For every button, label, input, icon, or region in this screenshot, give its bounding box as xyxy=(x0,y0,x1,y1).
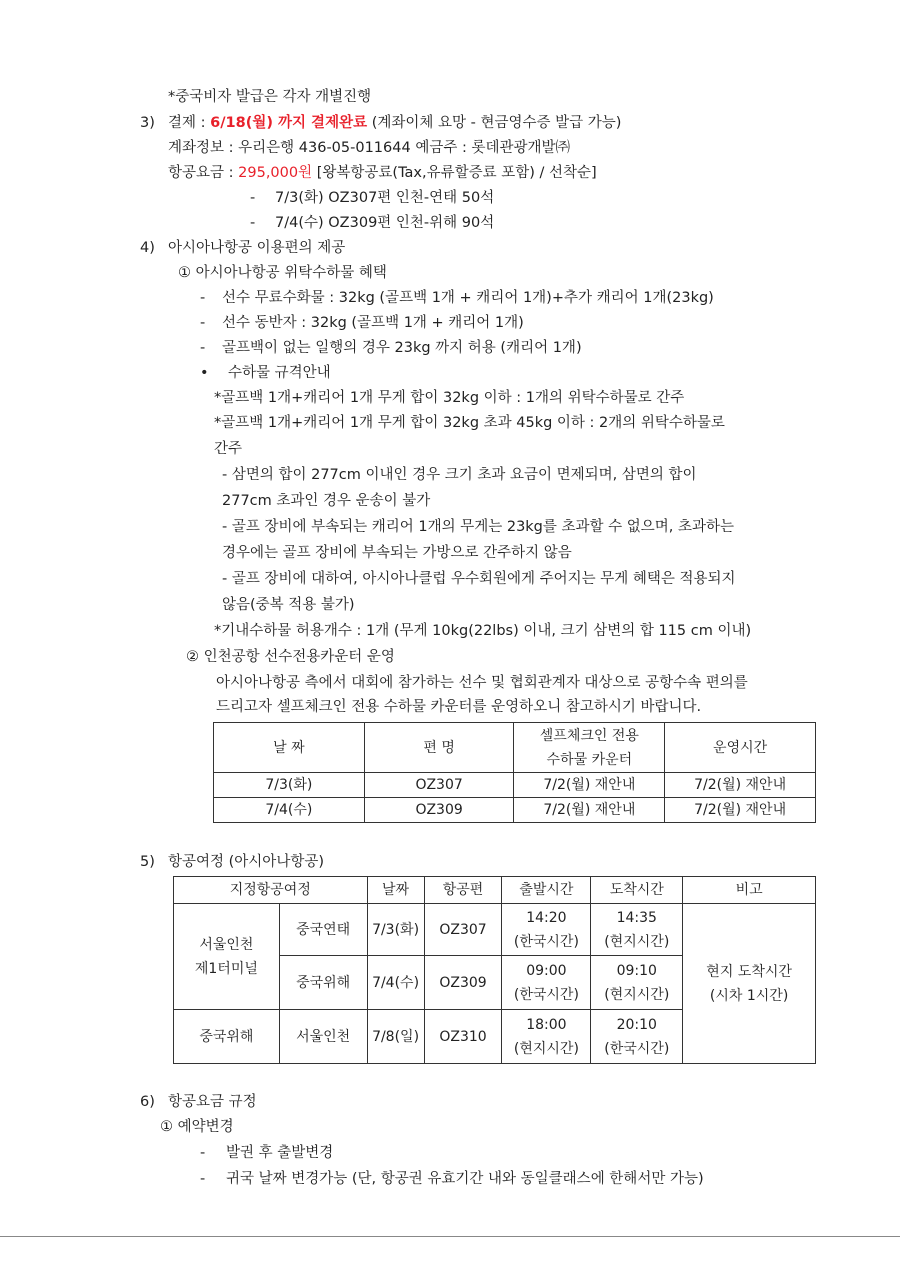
itin-header-flight: 항공편 xyxy=(424,877,502,904)
counter-title: ② 인천공항 선수전용카운터 운영 xyxy=(186,649,395,665)
fare-line xyxy=(168,166,597,181)
section-5-title: 항공여정 (아시아나항공) xyxy=(168,854,324,870)
counter-header-counter xyxy=(514,723,665,773)
itin-row3-origin: 중국위해 xyxy=(174,1010,280,1064)
page-bottom-rule xyxy=(0,1236,900,1237)
booking-change-title: ① 예약변경 xyxy=(160,1119,234,1135)
itin-row1-date: 7/3(화) xyxy=(367,904,424,956)
spec-rule-3-cont: 277cm 초과인 경우 운송이 불가 xyxy=(222,493,431,509)
itin-row3-dest: 서울인천 xyxy=(279,1010,367,1064)
flight1-seats: 7/3(화) OZ307편 인천-연태 50석 xyxy=(275,190,495,206)
counter-desc-1: 아시아나항공 측에서 대회에 참가하는 선수 및 협회관계자 대상으로 공항수속 편의를 xyxy=(216,675,748,691)
itin-origin-incheon xyxy=(174,904,280,1010)
itin-row3-arr xyxy=(591,1010,683,1064)
section-6-number: 6) xyxy=(140,1094,155,1110)
counter-header-counter-l2: 수하물 카운터 xyxy=(546,751,633,768)
change-rule-1: 발권 후 출발변경 xyxy=(226,1145,334,1161)
itin-row1-arr-time: 14:35 xyxy=(616,909,657,926)
itin-row3-dep-zone: (현지시간) xyxy=(513,1040,579,1057)
spec-rule-5: - 골프 장비에 대하여, 아시아나클럽 우수회원에게 주어지는 무게 혜택은 적용되지 xyxy=(222,571,736,587)
itin-row3-arr-zone: (한국시간) xyxy=(604,1040,670,1057)
itin-note-l1: 현지 도착시간 xyxy=(706,963,792,980)
account-info: 계좌정보 : 우리은행 436-05-011644 예금주 : 롯데관광개발㈜ xyxy=(168,140,570,156)
itin-origin-l1: 서울인천 xyxy=(199,936,254,953)
counter-header-hours: 운영시간 xyxy=(665,723,816,773)
section-3-number: 3) xyxy=(140,115,155,131)
section-6-title: 항공요금 규정 xyxy=(168,1094,257,1110)
itin-row3-flight: OZ310 xyxy=(424,1010,502,1064)
itin-row1-arr-zone: (현지시간) xyxy=(604,933,670,950)
visa-note: *중국비자 발급은 각자 개별진행 xyxy=(168,89,372,105)
bullet-dash-2: - xyxy=(200,315,206,331)
change-dash-2: - xyxy=(200,1171,206,1187)
payment-line xyxy=(168,116,621,131)
fare-prefix: 항공요금 : xyxy=(168,165,239,181)
itin-row1-dep-time: 14:20 xyxy=(526,909,567,926)
itin-row1-flight: OZ307 xyxy=(424,904,502,956)
itin-origin-l2: 제1터미널 xyxy=(194,960,258,977)
bullet-dash-1: - xyxy=(200,290,206,306)
counter-row2-date: 7/4(수) xyxy=(214,798,365,823)
change-dash-1: - xyxy=(200,1145,206,1161)
itin-row2-dep xyxy=(502,956,591,1010)
itin-row2-arr-time: 09:10 xyxy=(616,962,657,979)
spec-rule-4: - 골프 장비에 부속되는 캐리어 1개의 무게는 23kg를 초과할 수 없으며, 초과하는 xyxy=(222,519,735,535)
carry-on-rule: *기내수하물 허용개수 : 1개 (무게 10kg(22lbs) 이내, 크기 삼변의 합 115 cm 이내) xyxy=(214,623,752,639)
flight2-dash: - xyxy=(250,215,256,231)
spec-rule-1: *골프백 1개+캐리어 1개 무게 합이 32kg 이하 : 1개의 위탁수하물로 간주 xyxy=(214,390,685,406)
itin-row2-date: 7/4(수) xyxy=(367,956,424,1010)
section-4-number: 4) xyxy=(140,240,155,256)
spec-rule-2: *골프백 1개+캐리어 1개 무게 합이 32kg 초과 45kg 이하 : 2개의 위탁수하물로 xyxy=(214,415,725,431)
itin-row1-dep-zone: (한국시간) xyxy=(513,933,579,950)
no-golfbag-baggage: 골프백이 없는 일행의 경우 23kg 까지 허용 (캐리어 1개) xyxy=(222,340,582,356)
itin-row2-flight: OZ309 xyxy=(424,956,502,1010)
spec-rule-5-cont: 않음(중복 적용 불가) xyxy=(222,597,355,613)
fare-price: 295,000원 xyxy=(238,165,313,181)
section-4-title: 아시아나항공 이용편의 제공 xyxy=(168,240,346,256)
itin-row2-dep-zone: (한국시간) xyxy=(513,986,579,1003)
counter-header-date: 날 짜 xyxy=(214,723,365,773)
bullet-dash-3: - xyxy=(200,340,206,356)
itin-row1-dep xyxy=(502,904,591,956)
itin-note xyxy=(683,904,816,1064)
counter-header-flight: 편 명 xyxy=(364,723,514,773)
itin-row1-dest: 중국연태 xyxy=(279,904,367,956)
flight1-dash: - xyxy=(250,190,256,206)
counter-row2-hours: 7/2(월) 재안내 xyxy=(665,798,816,823)
counter-row1-counter: 7/2(월) 재안내 xyxy=(514,773,665,798)
itin-row2-dep-time: 09:00 xyxy=(526,962,567,979)
itin-note-l2: (시차 1시간) xyxy=(709,987,789,1004)
itin-header-date: 날짜 xyxy=(367,877,424,904)
itin-header-route: 지정항공여정 xyxy=(174,877,368,904)
itin-row2-arr xyxy=(591,956,683,1010)
itin-row2-dest: 중국위해 xyxy=(279,956,367,1010)
spec-rule-4-cont: 경우에는 골프 장비에 부속되는 가방으로 간주하지 않음 xyxy=(222,545,572,561)
spec-rule-3: - 삼면의 합이 277cm 이내인 경우 크기 초과 요금이 면제되며, 삼면의 합이 xyxy=(222,467,697,483)
counter-row2-counter: 7/2(월) 재안내 xyxy=(514,798,665,823)
itin-row2-arr-zone: (현지시간) xyxy=(604,986,670,1003)
itin-row3-dep xyxy=(502,1010,591,1064)
fare-suffix: [왕복항공료(Tax,유류할증료 포함) / 선착순] xyxy=(312,165,597,181)
counter-row1-date: 7/3(화) xyxy=(214,773,365,798)
flight2-seats: 7/4(수) OZ309편 인천-위해 90석 xyxy=(275,215,495,231)
baggage-spec-title: 수하물 규격안내 xyxy=(228,365,331,381)
player-free-baggage: 선수 무료수화물 : 32kg (골프백 1개 + 캐리어 1개)+추가 캐리어 1개(23kg) xyxy=(222,290,714,306)
counter-desc-2: 드리고자 셀프체크인 전용 수하물 카운터를 운영하오니 참고하시기 바랍니다. xyxy=(216,699,702,715)
itin-row1-arr xyxy=(591,904,683,956)
counter-row1-flight: OZ307 xyxy=(364,773,514,798)
itin-header-arrival: 도착시간 xyxy=(591,877,683,904)
counter-header-counter-l1: 셀프체크인 전용 xyxy=(539,727,639,744)
payment-suffix: (계좌이체 요망 - 현금영수증 발급 가능) xyxy=(367,115,622,131)
counter-table xyxy=(213,722,816,823)
itin-header-departure: 출발시간 xyxy=(502,877,591,904)
bullet-dot: • xyxy=(200,365,209,381)
itin-header-note: 비고 xyxy=(683,877,816,904)
counter-row2-flight: OZ309 xyxy=(364,798,514,823)
spec-rule-2-cont: 간주 xyxy=(214,441,243,457)
companion-baggage: 선수 동반자 : 32kg (골프백 1개 + 캐리어 1개) xyxy=(222,315,524,331)
itin-row3-arr-time: 20:10 xyxy=(616,1016,657,1033)
counter-row1-hours: 7/2(월) 재안내 xyxy=(665,773,816,798)
section-5-number: 5) xyxy=(140,854,155,870)
itin-row3-date: 7/8(일) xyxy=(367,1010,424,1064)
payment-deadline: 6/18(월) 까지 결제완료 xyxy=(210,115,368,131)
baggage-benefit-title: ① 아시아나항공 위탁수하물 혜택 xyxy=(178,265,387,281)
change-rule-2: 귀국 날짜 변경가능 (단, 항공권 유효기간 내와 동일클래스에 한해서만 가능) xyxy=(226,1171,704,1187)
itinerary-table xyxy=(173,876,816,1064)
itin-row3-dep-time: 18:00 xyxy=(526,1016,567,1033)
payment-prefix: 결제 : xyxy=(168,115,211,131)
